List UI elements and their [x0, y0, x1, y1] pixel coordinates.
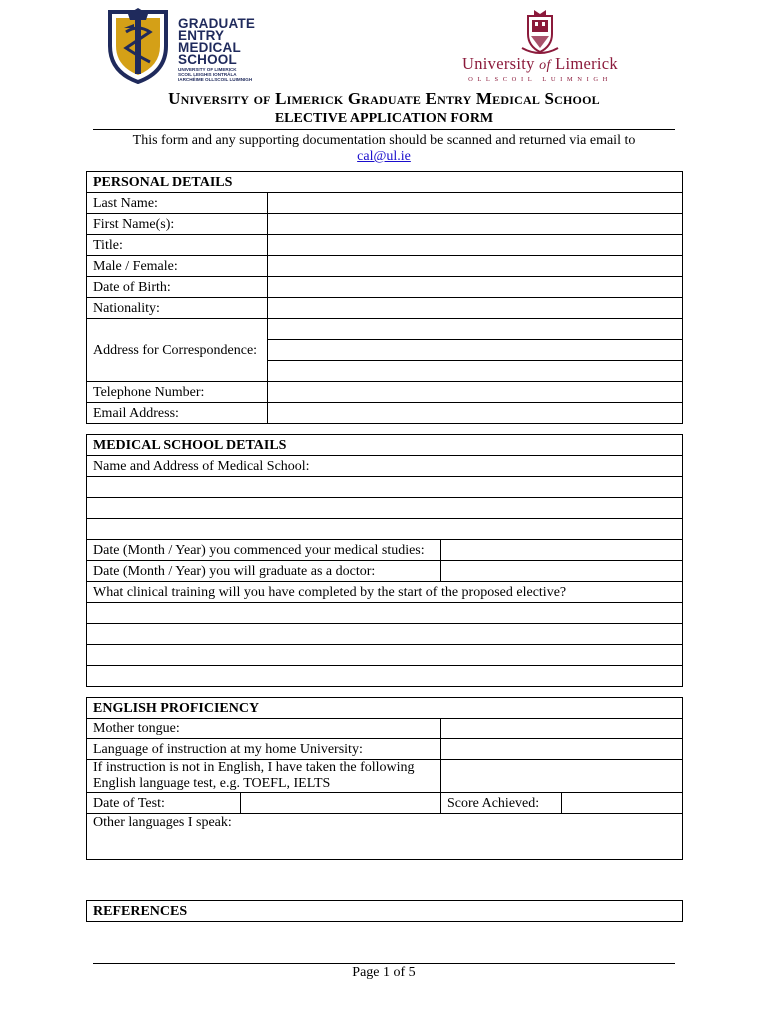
- instruction-language-field[interactable]: [441, 739, 683, 760]
- last-name-field[interactable]: [268, 193, 683, 214]
- address-field-line[interactable]: [268, 361, 683, 382]
- instruction-language-label: Language of instruction at my home University:: [87, 739, 441, 760]
- ul-logo-name-of: of: [539, 58, 551, 73]
- gems-logo-subtext: [178, 67, 252, 82]
- title-divider: [93, 129, 675, 130]
- ul-logo-irish: OLLSCOIL LUIMNIGH: [468, 76, 612, 83]
- english-proficiency-heading: ENGLISH PROFICIENCY: [87, 698, 683, 719]
- email-field[interactable]: [268, 403, 683, 424]
- clinical-training-label: What clinical training will you have completed by the start of the proposed elective?: [87, 582, 683, 603]
- gems-logo: [104, 4, 264, 84]
- telephone-field[interactable]: [268, 382, 683, 403]
- graduation-date-field[interactable]: [441, 561, 683, 582]
- nationality-label: Nationality:: [87, 298, 268, 319]
- gender-label: Male / Female:: [87, 256, 268, 277]
- gems-logo-line: MEDICAL: [178, 40, 241, 55]
- gems-logo-line: SCHOOL: [178, 52, 237, 67]
- gems-logo-line: ENTRY: [178, 28, 225, 43]
- personal-details-heading: PERSONAL DETAILS: [87, 172, 683, 193]
- clinical-training-field-line[interactable]: [87, 624, 683, 645]
- dob-label: Date of Birth:: [87, 277, 268, 298]
- mother-tongue-field[interactable]: [441, 719, 683, 739]
- telephone-label: Telephone Number:: [87, 382, 268, 403]
- email-label: Email Address:: [87, 403, 268, 424]
- mother-tongue-label: Mother tongue:: [87, 719, 441, 739]
- first-name-label: First Name(s):: [87, 214, 268, 235]
- title-field[interactable]: [268, 235, 683, 256]
- page-subtitle: ELECTIVE APPLICATION FORM: [274, 111, 494, 126]
- page-title: University of Limerick Graduate Entry Medical School: [168, 89, 600, 108]
- gems-logo-subline: SCOIL LEIGHIS IONTRÁLA: [178, 72, 237, 77]
- school-address-field-line[interactable]: [87, 498, 683, 519]
- ul-crest-icon: [516, 8, 564, 56]
- commenced-date-label: Date (Month / Year) you commenced your medical studies:: [87, 540, 441, 561]
- school-name-address-label: Name and Address of Medical School:: [87, 456, 683, 477]
- language-test-field[interactable]: [441, 760, 683, 793]
- gems-logo-line: GRADUATE: [178, 16, 256, 31]
- page-number: Page 1 of 5: [352, 965, 416, 980]
- clinical-training-field-line[interactable]: [87, 645, 683, 666]
- english-proficiency-table: [86, 697, 683, 860]
- school-address-field-line[interactable]: [87, 519, 683, 540]
- first-name-field[interactable]: [268, 214, 683, 235]
- language-test-label: If instruction is not in English, I have taken the following English language test, e.g. TOEFL, IELTS: [87, 760, 441, 793]
- score-field[interactable]: [562, 793, 683, 814]
- title-label: Title:: [87, 235, 268, 256]
- medical-school-heading: MEDICAL SCHOOL DETAILS: [87, 435, 683, 456]
- references-table: [86, 900, 683, 922]
- last-name-label: Last Name:: [87, 193, 268, 214]
- intro-text: [90, 133, 678, 165]
- footer-divider: [93, 963, 675, 964]
- ul-logo-name: [440, 54, 640, 74]
- clinical-training-field-line[interactable]: [87, 603, 683, 624]
- test-date-label: Date of Test:: [87, 793, 241, 814]
- ul-logo-name-part: Limerick: [555, 54, 618, 73]
- clinical-training-field-line[interactable]: [87, 666, 683, 687]
- gems-logo-subline: UNIVERSITY OF LIMERICK: [178, 67, 237, 72]
- nationality-field[interactable]: [268, 298, 683, 319]
- ul-logo: [440, 6, 640, 86]
- references-heading: REFERENCES: [87, 901, 683, 922]
- dob-field[interactable]: [268, 277, 683, 298]
- other-languages-field[interactable]: [87, 814, 683, 860]
- school-address-field-line[interactable]: [87, 477, 683, 498]
- intro-instruction: This form and any supporting documentation should be scanned and returned via email to: [132, 133, 636, 148]
- gender-field[interactable]: [268, 256, 683, 277]
- graduation-date-label: Date (Month / Year) you will graduate as a doctor:: [87, 561, 441, 582]
- address-field-line[interactable]: [268, 319, 683, 340]
- score-label: Score Achieved:: [441, 793, 562, 814]
- address-field-line[interactable]: [268, 340, 683, 361]
- ul-logo-name-part: University: [462, 54, 535, 73]
- email-link[interactable]: cal@ul.ie: [357, 149, 411, 164]
- commenced-date-field[interactable]: [441, 540, 683, 561]
- address-label: Address for Correspondence:: [87, 319, 268, 382]
- medical-school-table: [86, 434, 683, 687]
- gems-logo-subline: IARCHÉIME OLLSCOIL LUIMNIGH: [178, 77, 253, 82]
- other-languages-label: Other languages I speak:: [93, 815, 232, 830]
- personal-details-table: [86, 171, 683, 424]
- test-date-field[interactable]: [241, 793, 441, 814]
- gems-shield-icon: [106, 6, 170, 84]
- gems-logo-text: [178, 18, 255, 66]
